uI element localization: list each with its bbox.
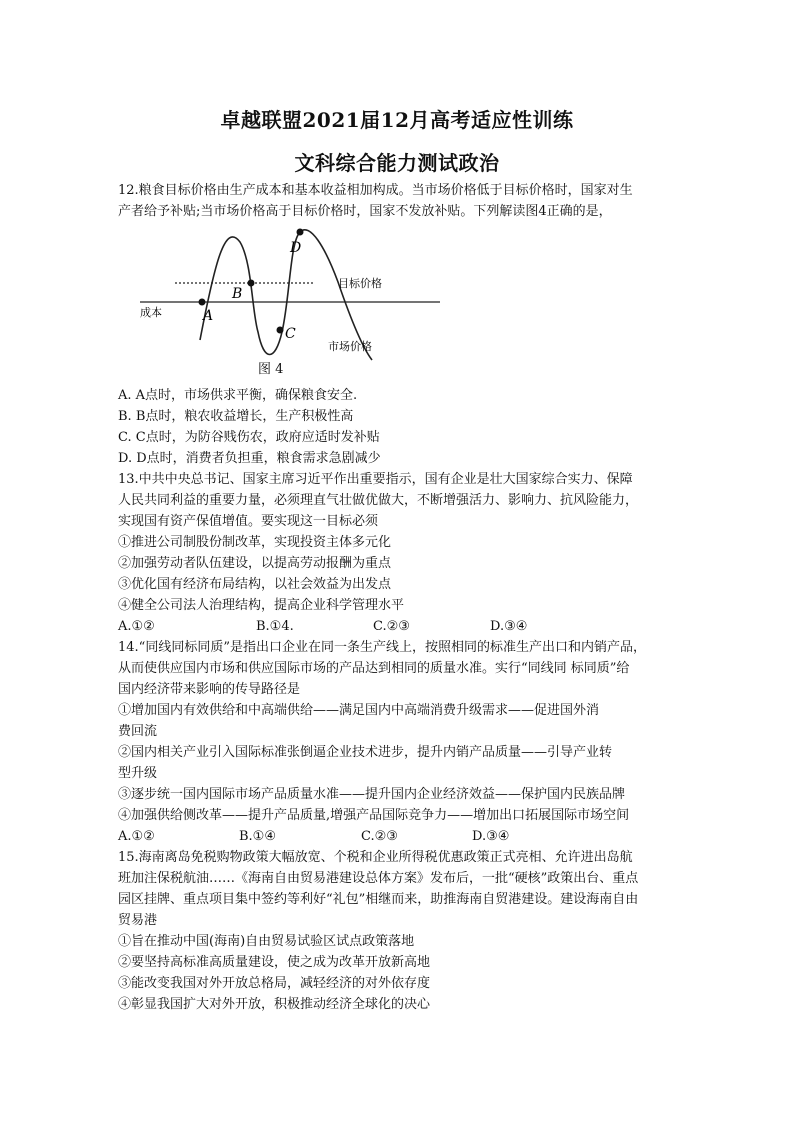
q14-stem-line: 14.“同线同标同质”是指出口企业在同一条生产线上，按照相同的标准生产出口和内销产品， [118,640,646,655]
q14-choice-b: B.①④ [239,829,276,844]
point-d-dot [297,229,304,236]
q13-choice-a: A.①② [118,619,155,634]
q13-item: ①推进公司制股份制改革，实现投资主体多元化 [118,535,392,550]
figure-4 [118,222,678,382]
question-12 [118,180,678,469]
q12-option-d: D. D点时，消费者负担重，粮食需求急剧减少 [118,451,381,466]
q14-choices [118,826,678,847]
q15-stem-line: 15.海南离岛免税购物政策大幅放宽、个税和企业所得税优惠政策正式亮相、允许进出岛航 [118,850,633,865]
q12-stem-line: 产者给予补贴;当市场价格高于目标价格时，国家不发放补贴。下列解读图4正确的是， [118,204,612,219]
q14-choice-d: D.③④ [472,829,510,844]
q14-item: ①增加国内有效供给和中高端供给——满足国内中高端消费升级需求——促进国外消 [118,703,600,718]
exam-content [118,180,678,1015]
q14-stem-line: 从而使供应国内市场和供应国际市场的产品达到相同的质量水准。实行“同线同 标同质”给 [118,661,630,676]
label-point-b: B [232,286,243,302]
q13-item: ③优化国有经济布局结构，以社会效益为出发点 [118,577,392,592]
q13-stem-line: 13.中共中央总书记、国家主席习近平作出重要指示，国有企业是壮大国家综合实力、保障 [118,472,633,487]
q13-item: ④健全公司法人治理结构，提高企业科学管理水平 [118,598,405,613]
q14-item: 费回流 [118,724,158,739]
q15-stem-line: 贸易港 [118,913,158,928]
label-cost: 成本 [140,306,162,319]
point-c-dot [277,327,284,334]
q13-stem-line: 实现国有资产保值增值。要实现这一目标必须 [118,514,379,529]
q14-item: 型升级 [118,766,158,781]
label-point-a: A [203,308,214,324]
q15-item: ③能改变我国对外开放总格局，减轻经济的对外依存度 [118,976,431,991]
document-title: 卓越联盟2021届12月高考适应性训练 [220,108,574,132]
q13-choice-c: C.②③ [373,619,410,634]
q14-item: ④加强供给侧改革——提升产品质量,增强产品国际竞争力——增加出口拓展国际市场空间 [118,808,630,823]
q15-stem-line: 班加注保税航油……《海南自由贸易港建设总体方案》发布后，一批“硬核”政策出台、重点 [118,871,639,886]
q12-option-c: C. C点时，为防谷贱伤农，政府应适时发补贴 [118,430,380,445]
q13-item: ②加强劳动者队伍建设，以提高劳动报酬为重点 [118,556,392,571]
q14-item: ②国内相关产业引入国际标准张倒逼企业技术进步，提升内销产品质量——引导产业转 [118,745,613,760]
label-market-price: 市场价格 [328,340,372,353]
label-point-c: C [285,326,296,342]
label-target-price: 目标价格 [338,277,382,290]
q12-stem-line: 12.粮食目标价格由生产成本和基本收益相加构成。当市场价格低于目标价格时，国家对生 [118,183,633,198]
q14-item: ③逐步统一国内国际市场产品质量水准——提升国内企业经济效益——保护国内民族品牌 [118,787,626,802]
q15-item: ②要坚持高标准高质量建设，使之成为改革开放新高地 [118,955,431,970]
point-b-dot [248,280,255,287]
document-subtitle: 文科综合能力测试政治 [294,151,500,175]
q14-stem-line: 国内经济带来影响的传导路径是 [118,682,301,697]
figure-caption: 图 4 [258,362,284,377]
price-curve-diagram [140,222,440,362]
q15-item: ④彰显我国扩大对外开放，积极推动经济全球化的决心 [118,997,431,1012]
q13-choices [118,616,678,637]
q15-item: ①旨在推动中国(海南)自由贸易试验区试点政策落地 [118,934,415,949]
question-13 [118,469,678,637]
point-a-dot [199,299,206,306]
q13-stem-line: 人民共同利益的重要力量，必须理直气壮做优做大，不断增强活力、影响力、抗风险能力， [118,493,639,508]
q13-choice-b: B.①4. [256,619,294,634]
q13-choice-d: D.③④ [490,619,528,634]
q12-option-b: B. B点时，粮农收益增长，生产积极性高 [118,409,354,424]
q14-choice-a: A.①② [118,829,155,844]
q15-stem-line: 园区挂牌、重点项目集中签约等利好“礼包”相继而来，助推海南自贸港建设。建设海南自由 [118,892,639,907]
question-15 [118,847,678,1015]
q12-option-a: A. A点时，市场供求平衡，确保粮食安全. [118,388,358,403]
q14-choice-c: C.②③ [361,829,398,844]
question-14 [118,637,678,847]
label-point-d: D [290,240,302,256]
